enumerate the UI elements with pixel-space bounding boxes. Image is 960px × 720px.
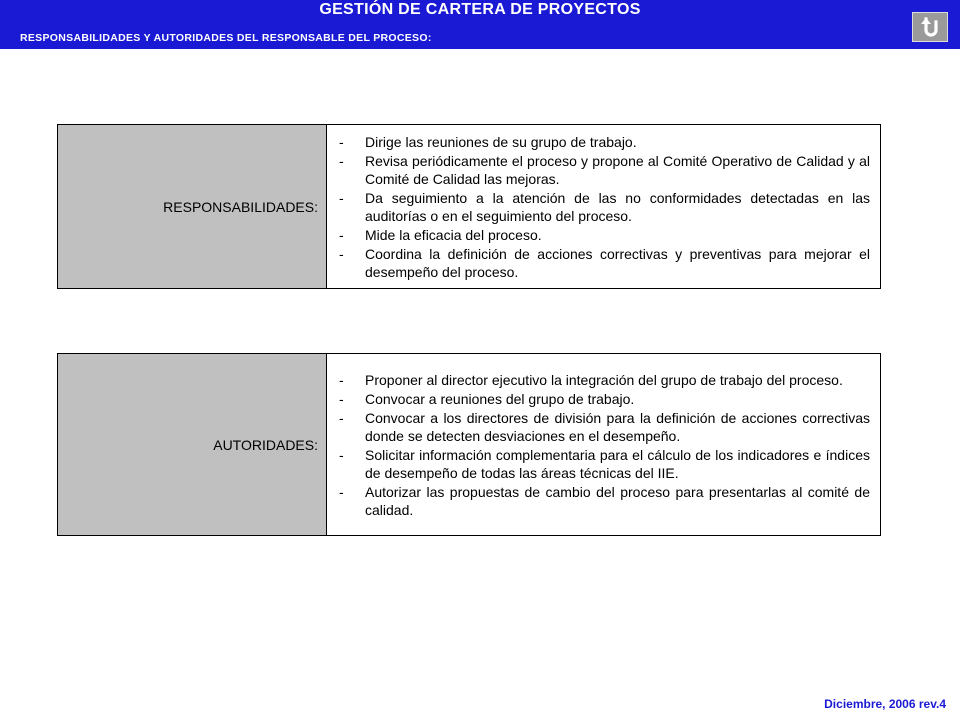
- list-item: [339, 446, 870, 482]
- bullet-dash: -: [339, 190, 344, 206]
- list-item: [339, 226, 870, 244]
- bullet-dash: -: [339, 484, 344, 500]
- autoridades-content: [327, 354, 881, 536]
- list-item: [339, 245, 870, 281]
- responsabilidades-label: RESPONSABILIDADES:: [58, 125, 327, 289]
- u-turn-back-icon: [918, 15, 942, 39]
- list-item: [339, 152, 870, 188]
- list-item-text: Revisa periódicamente el proceso y propone al Comité Operativo de Calidad y al Comité de Calidad las mejoras.: [365, 153, 870, 187]
- autoridades-table: [57, 353, 881, 536]
- bullet-dash: -: [339, 372, 344, 388]
- list-item: [339, 371, 870, 389]
- list-item-text: Coordina la definición de acciones correctivas y preventivas para mejorar el desempeño del proceso.: [365, 246, 870, 280]
- back-button[interactable]: [912, 12, 948, 42]
- list-item-text: Convocar a reuniones del grupo de trabajo.: [365, 391, 635, 407]
- bullet-dash: -: [339, 410, 344, 426]
- bullet-dash: -: [339, 391, 344, 407]
- list-item-text: Da seguimiento a la atención de las no conformidades detectadas en las auditorías o en el seguimiento del proceso.: [365, 190, 870, 224]
- responsabilidades-table: [57, 124, 881, 289]
- autoridades-label: AUTORIDADES:: [58, 354, 327, 536]
- list-item-text: Proponer al director ejecutivo la integración del grupo de trabajo del proceso.: [365, 372, 843, 388]
- list-item: [339, 409, 870, 445]
- bullet-dash: -: [339, 153, 344, 169]
- page-subtitle: RESPONSABILIDADES Y AUTORIDADES DEL RESPONSABLE DEL PROCESO:: [20, 32, 432, 44]
- autoridades-list: [339, 371, 870, 519]
- bullet-dash: -: [339, 447, 344, 463]
- responsabilidades-list: [339, 133, 870, 281]
- bullet-dash: -: [339, 246, 344, 262]
- list-item-text: Dirige las reuniones de su grupo de trabajo.: [365, 134, 637, 150]
- page-title: GESTIÓN DE CARTERA DE PROYECTOS: [319, 1, 641, 18]
- header-bar: [0, 0, 960, 49]
- list-item: [339, 133, 870, 151]
- list-item: [339, 390, 870, 408]
- bullet-dash: -: [339, 227, 344, 243]
- list-item-text: Convocar a los directores de división para la definición de acciones correctivas donde se detecten desviaciones en el desempeño.: [365, 410, 870, 444]
- list-item-text: Solicitar información complementaria para el cálculo de los indicadores e índices de desempeño de todas las áreas técnicas del IIE.: [365, 447, 870, 481]
- list-item-text: Autorizar las propuestas de cambio del proceso para presentarlas al comité de calidad.: [365, 484, 870, 518]
- bullet-dash: -: [339, 134, 344, 150]
- list-item: [339, 483, 870, 519]
- list-item-text: Mide la eficacia del proceso.: [365, 227, 542, 243]
- footer-date-revision: Diciembre, 2006 rev.4: [824, 697, 946, 711]
- responsabilidades-content: [327, 125, 881, 289]
- list-item: [339, 189, 870, 225]
